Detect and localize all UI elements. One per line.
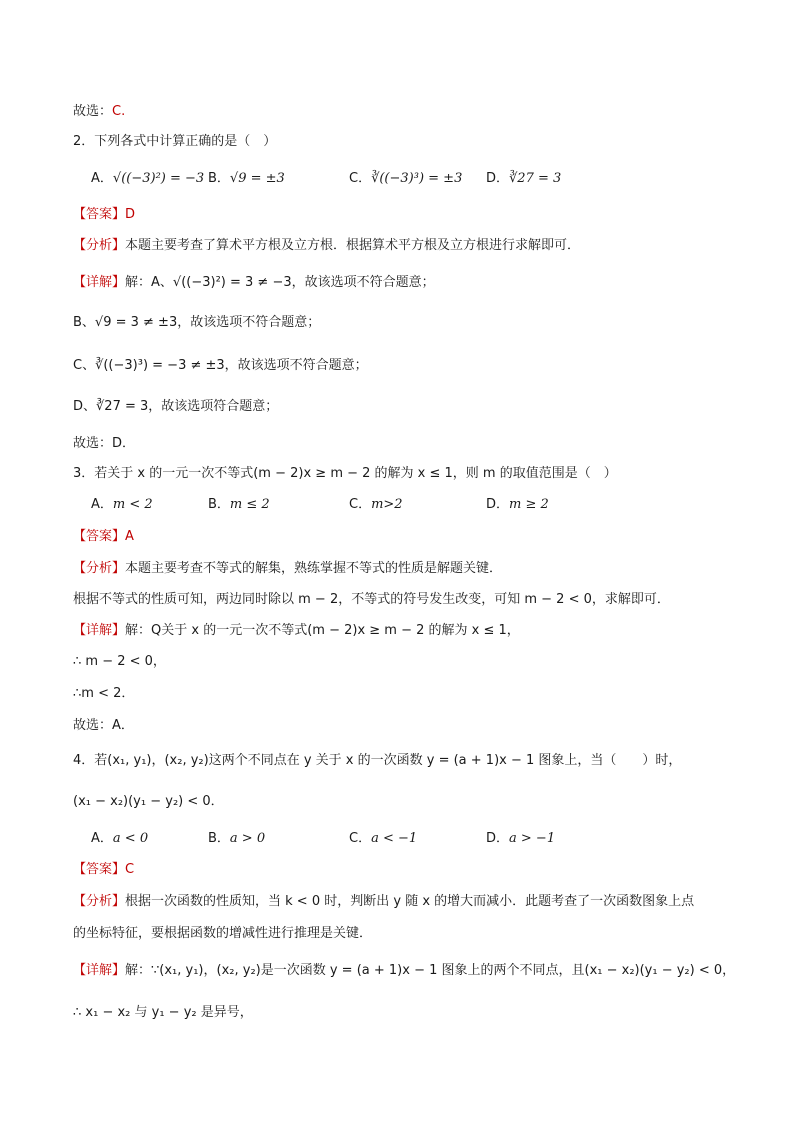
q4-stem-2: (x₁ − x₂)(y₁ − y₂) < 0．	[73, 794, 224, 809]
q2-choose: 故选：D．	[73, 436, 136, 451]
detail-tag: 【详解】	[73, 963, 126, 978]
answer-value: D	[125, 207, 136, 222]
q3-detail-3: ∴m < 2．	[73, 686, 135, 701]
analysis-text: 本题主要考查不等式的解集，熟练掌握不等式的性质是解题关键．	[125, 561, 503, 576]
detail-text: 解：∵(x₁, y₁)，(x₂, y₂)是一次函数 y = (a + 1)x − 1 图象上的两个不同点，且(x₁ − x₂)(y₁ − y₂) < 0，	[125, 963, 736, 978]
q3-answer	[73, 528, 134, 546]
q2-analysis	[73, 237, 580, 255]
q4-analysis	[73, 893, 694, 911]
q4-stem: 4．若(x₁, y₁)，(x₂, y₂)这两个不同点在 y 关于 x 的一次函数 y = (a + 1)x − 1 图象上，当（ ）时，	[73, 753, 682, 768]
answer-tag: 【答案】	[73, 207, 126, 222]
q4-option-b: B．a > 0	[208, 831, 266, 846]
detail-text: 解：A、√((−3)²) = 3 ≠ −3，故该选项不符合题意；	[125, 275, 435, 290]
q2-detail-3: C、∛((−3)³) = −3 ≠ ±3，故该选项不符合题意；	[73, 358, 368, 373]
q3-option-c: C．m>2	[349, 497, 403, 512]
q4-detail-2: ∴ x₁ − x₂ 与 y₁ − y₂ 是异号，	[73, 1005, 253, 1020]
q2-option-d: D．∛27 = 3	[486, 171, 562, 186]
q2-answer	[73, 206, 135, 224]
q3-option-d: D．m ≥ 2	[486, 497, 549, 512]
q3-option-b: B．m ≤ 2	[208, 497, 270, 512]
q3-option-a: A．m < 2	[91, 497, 153, 512]
q2-detail-1	[73, 274, 435, 292]
q2-option-b: B．√9 = ±3	[208, 171, 285, 186]
choose-value: C.	[112, 104, 126, 119]
answer-tag: 【答案】	[73, 529, 126, 544]
detail-text: 解：Q关于 x 的一元一次不等式(m − 2)x ≥ m − 2 的解为 x ≤ 1，	[125, 623, 520, 638]
q2-option-c: C．∛((−3)³) = ±3	[349, 171, 463, 186]
q3-choose: 故选：A．	[73, 718, 134, 733]
q3-detail-1	[73, 622, 520, 640]
analysis-text: 本题主要考查了算术平方根及立方根．根据算术平方根及立方根进行求解即可．	[125, 238, 581, 253]
detail-tag: 【详解】	[73, 275, 126, 290]
q4-detail-1	[73, 962, 735, 980]
answer-value: C	[125, 862, 135, 877]
q3-analysis	[73, 560, 502, 578]
q2-detail-2: B、√9 = 3 ≠ ±3，故该选项不符合题意；	[73, 315, 321, 330]
detail-tag: 【详解】	[73, 623, 126, 638]
q4-analysis-cont: 的坐标特征，要根据函数的增减性进行推理是关键．	[73, 926, 373, 941]
q4-option-a: A．a < 0	[91, 831, 149, 846]
q2-stem: 2．下列各式中计算正确的是（ ）	[73, 134, 277, 149]
q2-option-a: A．√((−3)²) = −3	[91, 171, 205, 186]
q4-answer	[73, 861, 134, 879]
q3-detail-2: ∴ m − 2 < 0，	[73, 654, 166, 669]
q4-option-c: C．a < −1	[349, 831, 418, 846]
answer-value: A	[125, 529, 134, 544]
analysis-tag: 【分析】	[73, 894, 126, 909]
q3-analysis-2: 根据不等式的性质可知，两边同时除以 m − 2，不等式的符号发生改变，可知 m − 2 < 0，求解即可．	[73, 592, 670, 607]
q2-detail-4: D、∛27 = 3，故该选项符合题意；	[73, 399, 279, 414]
q4-option-d: D．a > −1	[486, 831, 556, 846]
q3-stem: 3．若关于 x 的一元一次不等式(m − 2)x ≥ m − 2 的解为 x ≤ 1，则 m 的取值范围是（ ）	[73, 466, 617, 481]
q1-choose	[73, 103, 125, 121]
analysis-tag: 【分析】	[73, 238, 126, 253]
analysis-tag: 【分析】	[73, 561, 126, 576]
choose-label: 故选：	[73, 104, 113, 119]
answer-tag: 【答案】	[73, 862, 126, 877]
analysis-text: 根据一次函数的性质知，当 k < 0 时，判断出 y 随 x 的增大而减小．此题考查了一次函数图象上点	[125, 894, 695, 909]
